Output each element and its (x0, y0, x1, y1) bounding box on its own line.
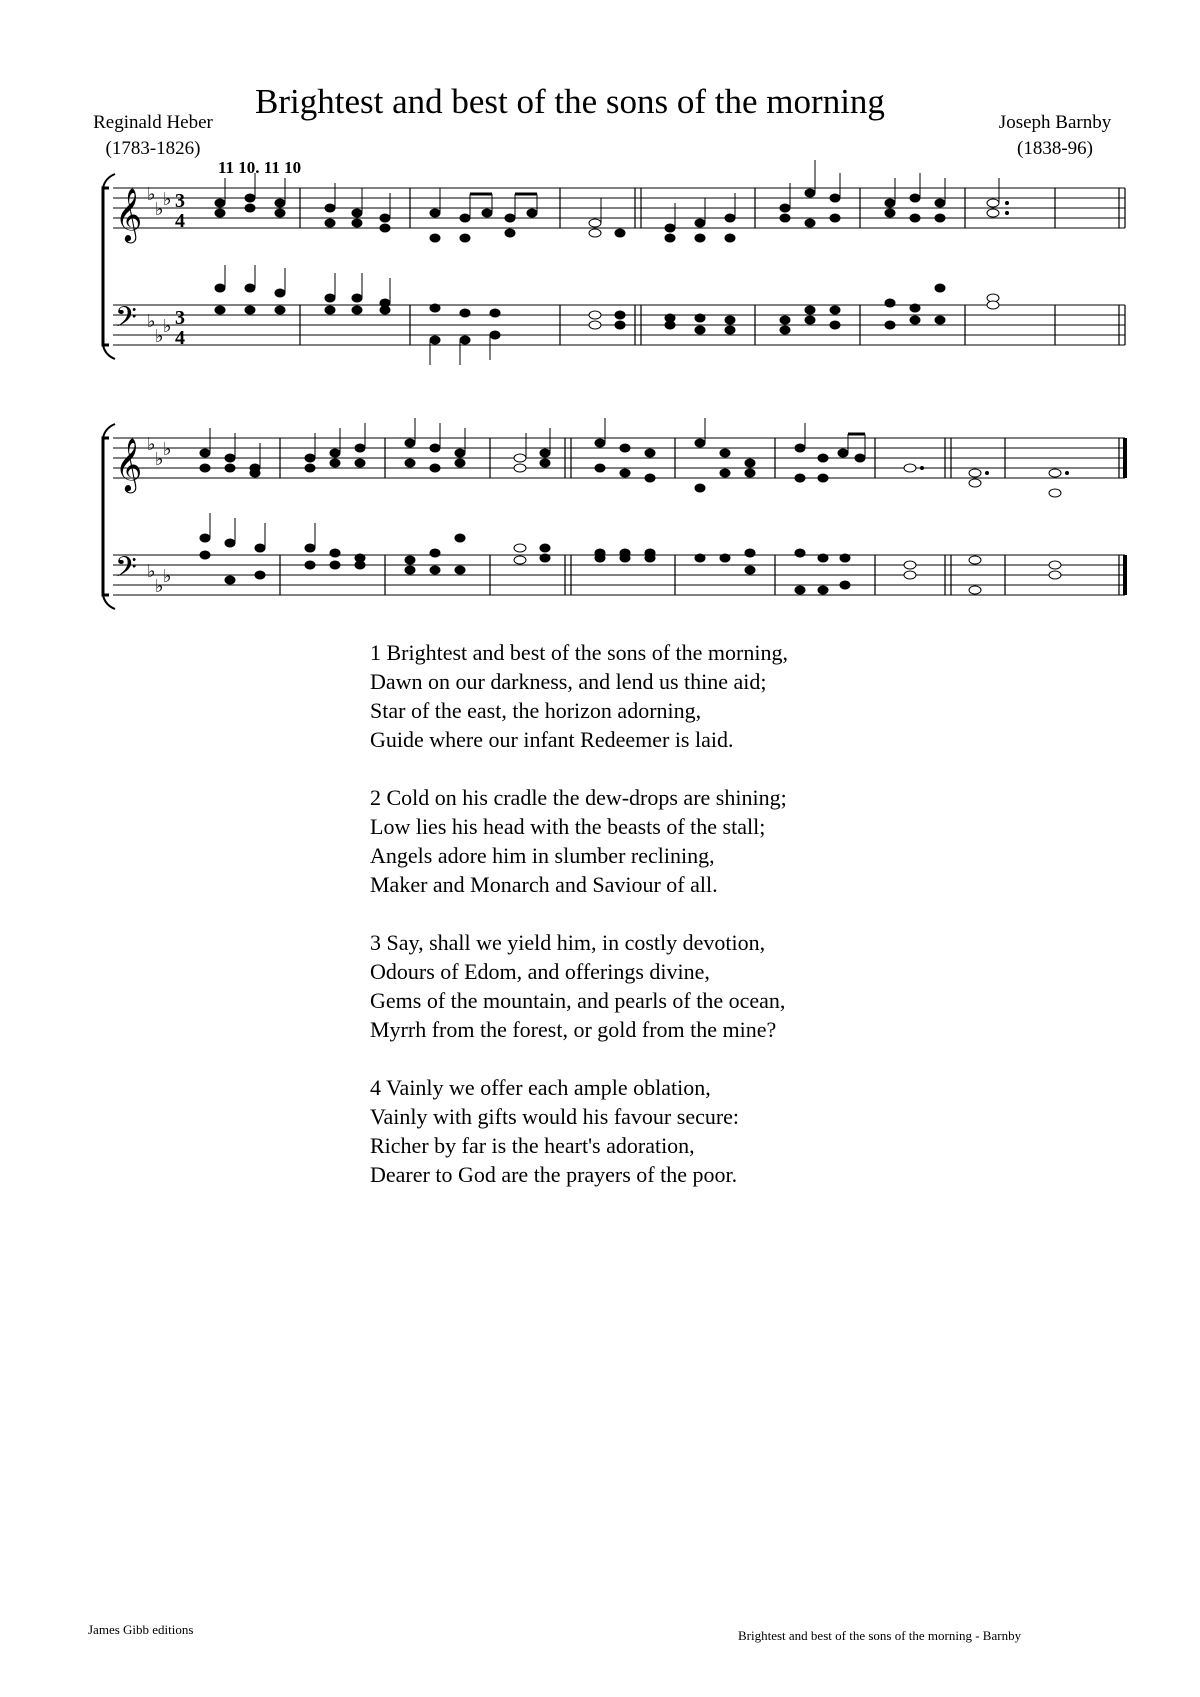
verse-line: Low lies his head with the beasts of the stall; (370, 814, 766, 839)
verse-line: 3 Say, shall we yield him, in costly devotion, (370, 930, 766, 955)
verse-2 (370, 783, 788, 899)
verse-line: Star of the east, the horizon adorning, (370, 698, 702, 723)
verse-line: Angels adore him in slumber reclining, (370, 843, 715, 868)
svg-text:♭: ♭ (155, 199, 164, 220)
composer-dates: (1838-96) (1017, 138, 1093, 159)
footer-publisher: James Gibb editions (88, 1622, 194, 1637)
author-name: Reginald Heber (93, 112, 213, 133)
verse-1 (370, 638, 788, 754)
svg-text:3: 3 (175, 307, 185, 329)
verse-line: Odours of Edom, and offerings divine, (370, 959, 710, 984)
bass-clef-icon: 𝄢 (115, 551, 137, 591)
svg-text:4: 4 (175, 327, 185, 349)
time-signature (175, 190, 185, 349)
svg-text:♭: ♭ (163, 189, 172, 210)
svg-text:♭: ♭ (147, 561, 156, 582)
verse-4 (370, 1073, 788, 1189)
verse-line: Dawn on our darkness, and lend us thine aid; (370, 669, 767, 694)
treble-notes (215, 160, 1009, 242)
author-credit (78, 110, 228, 162)
verse-line: 2 Cold on his cradle the dew-drops are shining; (370, 785, 787, 810)
composer-credit (980, 110, 1130, 162)
meter-label: 11 10. 11 10 (218, 158, 302, 177)
svg-text:♭: ♭ (163, 439, 172, 460)
svg-text:♭: ♭ (155, 449, 164, 470)
music-system-1 (95, 160, 1145, 380)
composer-name: Joseph Barnby (998, 112, 1112, 133)
verse-line: Richer by far is the heart's adoration, (370, 1133, 695, 1158)
svg-text:♭: ♭ (163, 566, 172, 587)
verse-line: Maker and Monarch and Saviour of all. (370, 872, 718, 897)
svg-text:♭: ♭ (163, 316, 172, 337)
treble-clef-icon: 𝄞 (115, 187, 143, 241)
hymn-title: Brightest and best of the sons of the morning (255, 82, 885, 121)
verse-line: Dearer to God are the prayers of the poor. (370, 1162, 738, 1187)
verse-line: Guide where our infant Redeemer is laid. (370, 727, 734, 752)
verse-3 (370, 928, 788, 1044)
svg-text:♭: ♭ (155, 326, 164, 347)
svg-text:♭: ♭ (155, 576, 164, 597)
footer-title: Brightest and best of the sons of the morning - Barnby (738, 1628, 1022, 1643)
music-system-2 (95, 410, 1145, 630)
system-brace (103, 188, 109, 345)
treble-staff (113, 188, 1125, 228)
svg-text:♭: ♭ (147, 184, 156, 205)
treble-clef-icon: 𝄞 (115, 437, 143, 491)
bass-clef-icon: 𝄢 (115, 301, 137, 341)
svg-text:♭: ♭ (147, 434, 156, 455)
verse-line: Gems of the mountain, and pearls of the ocean, (370, 988, 786, 1013)
barlines (300, 188, 1125, 345)
bass-notes (200, 513, 1061, 594)
svg-text:3: 3 (175, 190, 185, 212)
verse-line: Vainly with gifts would his favour secure: (370, 1104, 740, 1129)
svg-text:♭: ♭ (147, 311, 156, 332)
hymn-verses (370, 638, 788, 1218)
system-brace (103, 438, 109, 595)
verse-line: 1 Brightest and best of the sons of the morning, (370, 640, 788, 665)
svg-text:4: 4 (175, 210, 185, 232)
verse-line: Myrrh from the forest, or gold from the mine? (370, 1017, 777, 1042)
verse-line: 4 Vainly we offer each ample oblation, (370, 1075, 711, 1100)
author-dates: (1783-1826) (105, 138, 201, 159)
